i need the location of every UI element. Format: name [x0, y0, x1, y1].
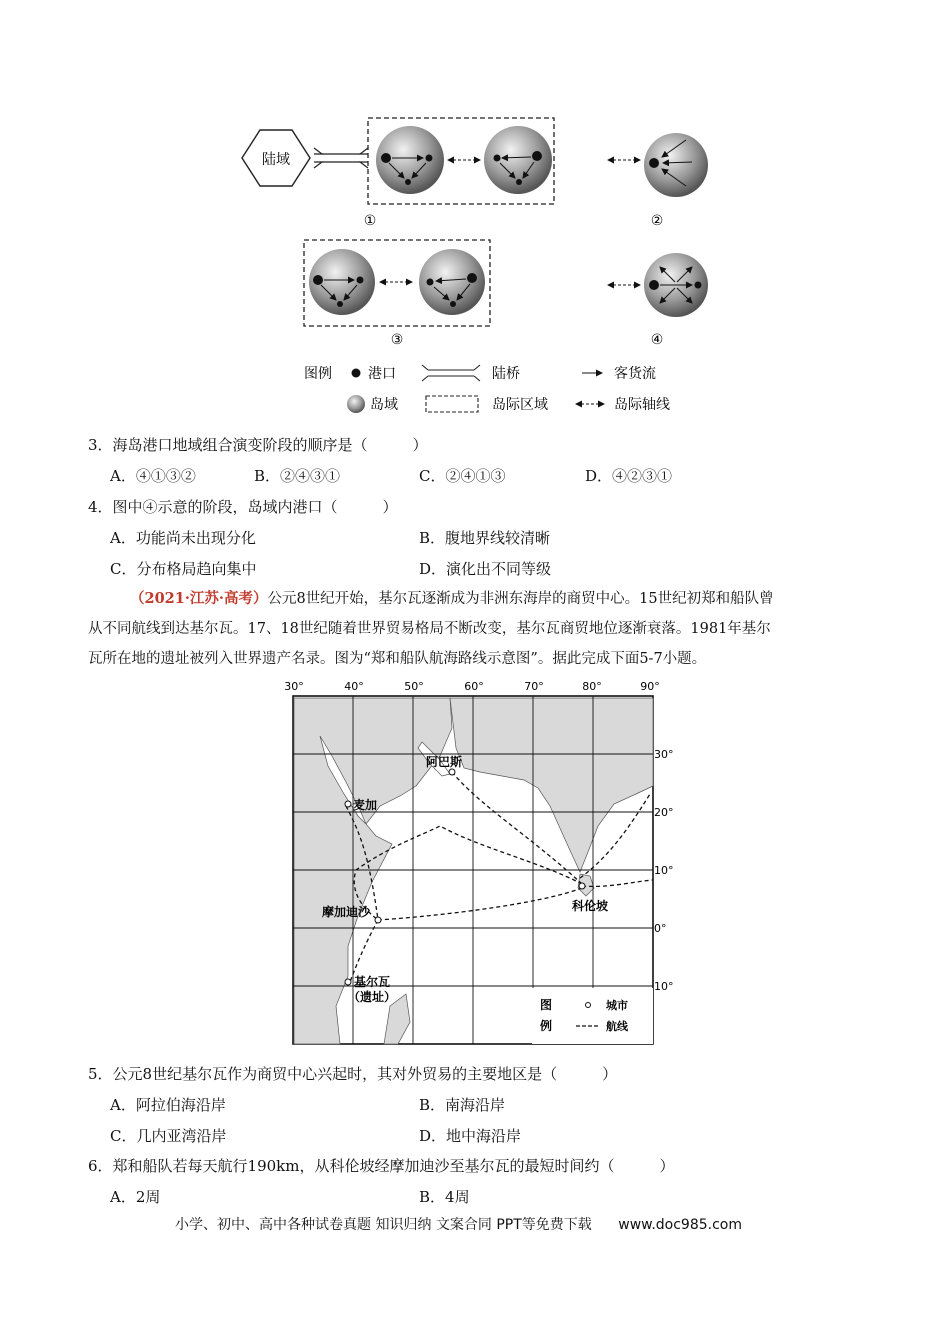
question-5-option-b[interactable]: B．南海沿岸	[419, 1096, 506, 1114]
lon-label-90: 90°	[640, 680, 660, 693]
legend-island-icon	[347, 395, 365, 413]
passage	[88, 584, 868, 674]
legend-region-icon	[426, 396, 478, 412]
map-legend	[532, 988, 653, 1044]
stage2-island	[644, 133, 708, 197]
svg-text:基尔瓦: 基尔瓦	[354, 975, 391, 989]
question-5-option-d[interactable]: D．地中海沿岸	[419, 1127, 522, 1145]
stage1-island-a	[376, 126, 444, 194]
question-6-option-a[interactable]: A．2周	[110, 1188, 161, 1206]
legend-region-label: 岛际区域	[492, 397, 548, 413]
legend-title: 图例	[304, 366, 332, 382]
stage1-island-b	[484, 126, 552, 194]
legend-port-icon	[352, 369, 361, 378]
passage-line-3: 瓦所在地的遗址被列入世界遗产名录。图为“郑和船队航海路线示意图”。据此完成下面5-7小题。	[88, 651, 707, 667]
question-3-stem: 3．海岛港口地域组合演变阶段的顺序是（ ）	[88, 436, 428, 454]
legend-city-icon	[586, 1003, 591, 1008]
stage3-label: ③	[390, 332, 404, 348]
island-port-diagram	[230, 110, 730, 420]
legend-bridge-icon	[422, 365, 480, 381]
question-3-option-d[interactable]: D．④②③①	[585, 467, 673, 485]
question-3-option-a[interactable]: A．④①③②	[110, 467, 196, 485]
lon-label-80: 80°	[582, 680, 602, 693]
question-6-option-b[interactable]: B．4周	[419, 1188, 470, 1206]
svg-text:图: 图	[540, 998, 553, 1012]
question-5-option-a[interactable]: A．阿拉伯海沿岸	[110, 1096, 226, 1114]
lat-label-20n: 20°	[654, 806, 674, 819]
svg-text:摩加迪沙: 摩加迪沙	[322, 905, 371, 919]
passage-line-2: 从不同航线到达基尔瓦。17、18世纪随着世界贸易格局不断改变，基尔瓦商贸地位逐渐衰落。1981年基尔	[88, 621, 771, 637]
question-5-option-c[interactable]: C．几内亚湾沿岸	[110, 1127, 227, 1145]
question-3-option-b[interactable]: B．②④③①	[254, 467, 341, 485]
svg-text:航线: 航线	[606, 1020, 628, 1033]
legend-port-label: 港口	[368, 366, 396, 382]
svg-text:麦加: 麦加	[353, 798, 378, 812]
land-bridge-icon	[314, 148, 368, 168]
svg-text:科伦坡: 科伦坡	[572, 899, 609, 913]
lat-label-30n: 30°	[654, 748, 674, 761]
stage4-label: ④	[650, 332, 664, 348]
question-4-option-a[interactable]: A．功能尚未出现分化	[110, 529, 256, 547]
svg-text:城市: 城市	[606, 999, 628, 1012]
passage-line-1: （2021·江苏·高考）公元8世纪开始，基尔瓦逐渐成为非洲东海岸的商贸中心。15世纪初郑和船队曾	[130, 590, 774, 607]
lon-label-70: 70°	[524, 680, 544, 693]
voyage-route-map	[280, 676, 680, 1050]
lon-label-30: 30°	[284, 680, 304, 693]
question-4-option-d[interactable]: D．演化出不同等级	[419, 560, 552, 578]
question-4-option-b[interactable]: B．腹地界线较清晰	[419, 529, 551, 547]
legend-bridge-label: 陆桥	[492, 366, 520, 382]
footer-text: 小学、初中、高中各种试卷真题 知识归纳 文案合同 PPT等免费下载	[175, 1217, 592, 1233]
passage-source: （2021·江苏·高考）	[130, 590, 268, 607]
lat-label-0: 0°	[654, 922, 667, 935]
stage4-island	[644, 253, 708, 317]
land-label: 陆域	[262, 152, 290, 168]
question-3-option-c[interactable]: C．②④①③	[419, 467, 506, 485]
svg-text:阿巴斯: 阿巴斯	[426, 755, 463, 769]
question-4-stem: 4．图中④示意的阶段，岛域内港口（ ）	[88, 498, 398, 516]
lon-label-40: 40°	[344, 680, 364, 693]
question-5-stem: 5．公元8世纪基尔瓦作为商贸中心兴起时，其对外贸易的主要地区是（ ）	[88, 1065, 618, 1083]
stage3-island-b	[419, 249, 485, 315]
stage3-island-a	[309, 249, 375, 315]
footer-url[interactable]: www.doc985.com	[618, 1217, 742, 1233]
question-6-stem: 6．郑和船队若每天航行190km，从科伦坡经摩加迪沙至基尔瓦的最短时间约（ ）	[88, 1157, 675, 1175]
question-4-option-c[interactable]: C．分布格局趋向集中	[110, 560, 257, 578]
lat-label-10s: 10°	[654, 980, 674, 993]
legend-axis-label: 岛际轴线	[614, 397, 670, 413]
lon-label-50: 50°	[404, 680, 424, 693]
stage2-label: ②	[650, 213, 664, 229]
stage1-label: ①	[363, 213, 377, 229]
lon-label-60: 60°	[464, 680, 484, 693]
svg-text:例: 例	[540, 1019, 553, 1033]
legend-flow-label: 客货流	[614, 366, 656, 382]
legend-island-label: 岛域	[370, 397, 398, 413]
lat-label-10n: 10°	[654, 864, 674, 877]
svg-text:（遗址）: （遗址）	[348, 990, 397, 1004]
footer	[175, 1214, 742, 1234]
